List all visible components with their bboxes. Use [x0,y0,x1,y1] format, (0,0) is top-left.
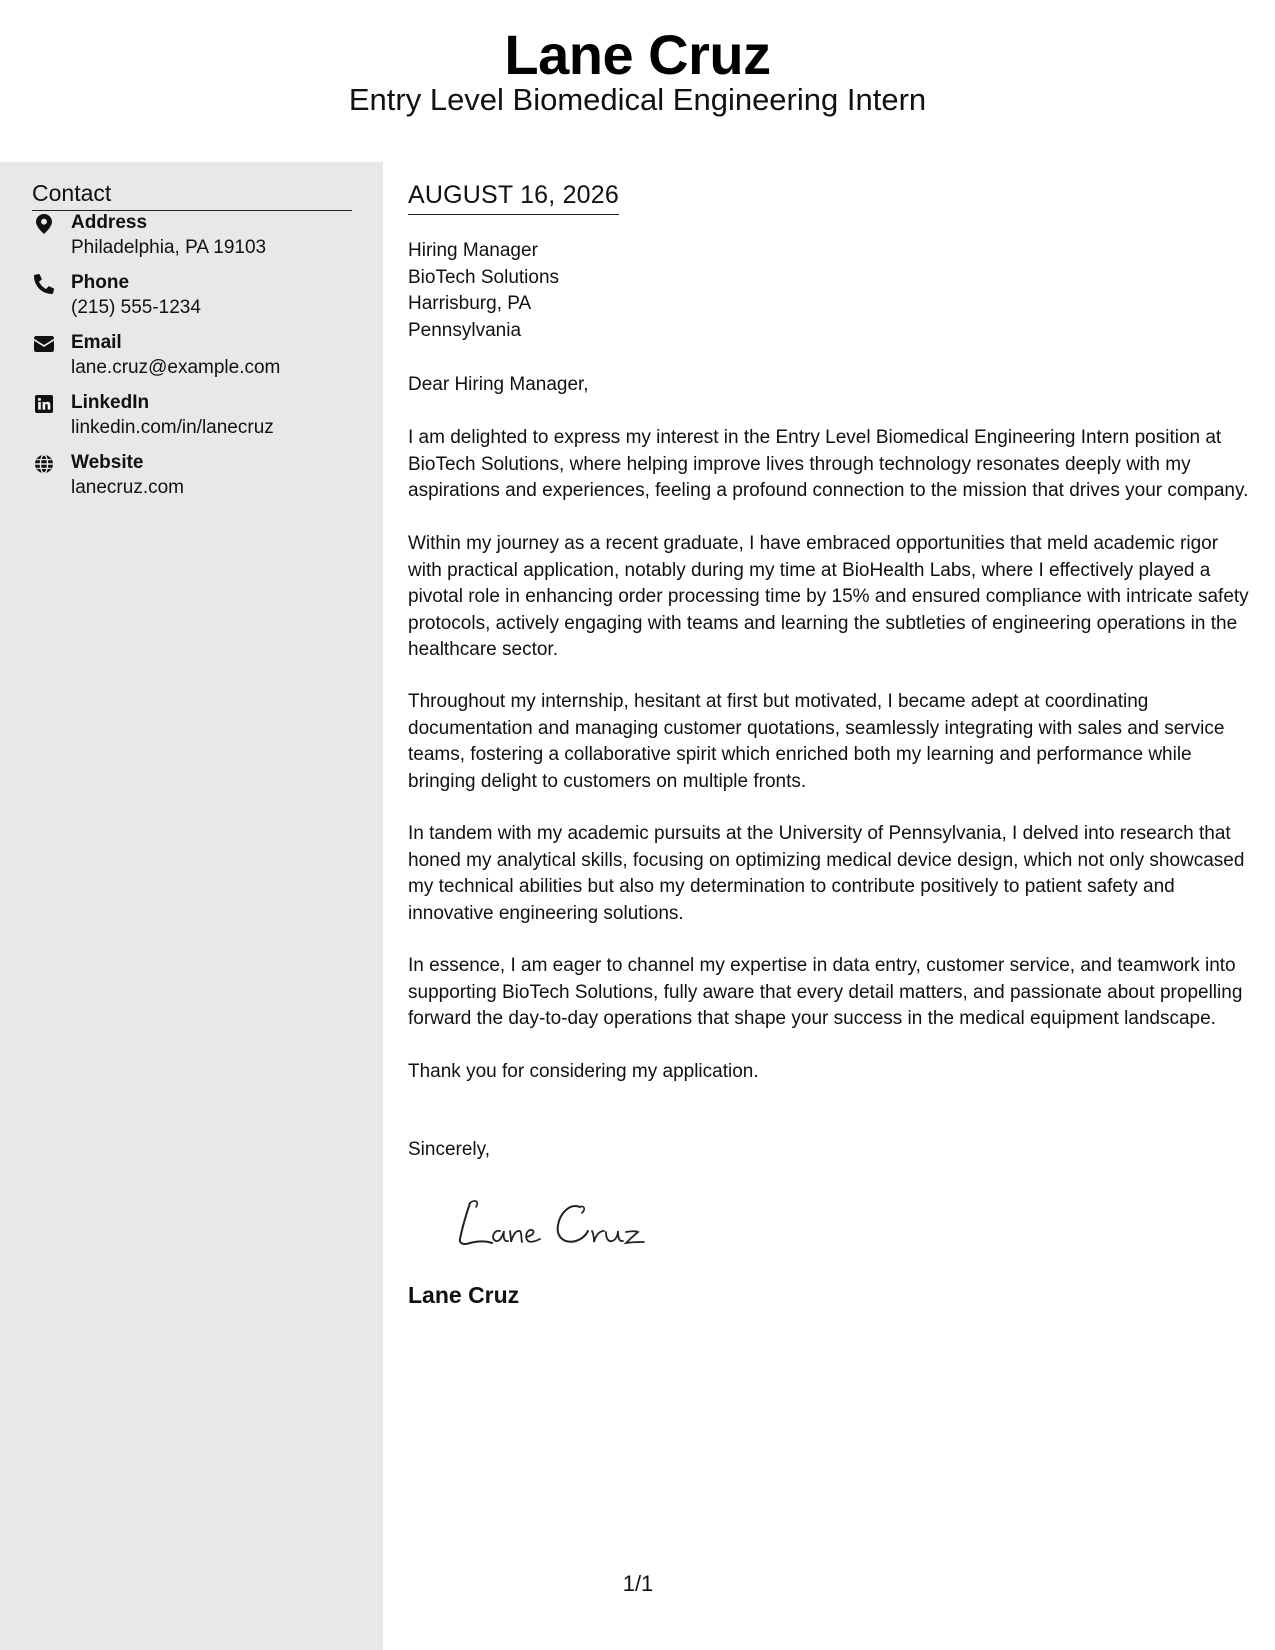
contact-website [32,450,362,506]
contact-phone [32,270,362,326]
map-pin-icon [32,212,56,236]
page-number: 1/1 [622,1571,654,1596]
contact-heading: Contact [32,178,352,211]
contact-linkedin [32,390,362,446]
phone-icon [32,272,56,296]
candidate-name: Lane Cruz [504,23,771,86]
contact-label: Phone [71,272,130,293]
contact-address [32,210,362,266]
contact-value: lane.cruz@example.com [71,357,281,378]
paragraph: In essence, I am eager to channel my expertise in data entry, customer service, and teamwork into supporting BioTech Solutions, fully aware that every detail matters, and passionate about propelling forward the day-to-day operations that shape your success in the medical equipment landscape. [408,955,1243,1029]
header [0,0,1275,162]
paragraph: Throughout my internship, hesitant at first but motivated, I became adept at coordinating documentation and managing customer quotations, seamlessly integrating with sales and service teams, fostering a collaborative spirit which enriched both my learning and performance while bringing delight to customers on multiple fronts. [408,691,1225,792]
letter-date: AUGUST 16, 2026 [408,179,619,215]
contact-label: Website [71,452,144,473]
salutation: Dear Hiring Manager, [408,374,589,395]
recipient-line: Pennsylvania [408,319,522,341]
globe-icon [32,452,56,476]
paragraph: Thank you for considering my application. [408,1061,759,1082]
linkedin-icon [32,392,56,416]
contact-label: Address [71,212,148,233]
contact-value: lanecruz.com [71,477,184,498]
contact-value: linkedin.com/in/lanecruz [71,417,274,438]
letter-body [408,162,1253,1650]
signer-name: Lane Cruz [408,1282,520,1308]
recipient-line: Hiring Manager [408,240,538,261]
contact-value: Philadelphia, PA 19103 [71,237,267,258]
paragraph: I am delighted to express my interest in the Entry Level Biomedical Engineering Intern position at BioTech Solutions, where helping improve lives through technology resonates deeply with my aspirations and experiences, feeling a profound connection to the mission that drives your company. [408,427,1249,501]
recipient-block [408,238,559,344]
contact-email [32,330,362,386]
paragraph: In tandem with my academic pursuits at the University of Pennsylvania, I delved into research that honed my analytical skills, focusing on optimizing medical device design, which not only showcased my technical abilities but also my determination to contribute positively to patient safety and innovative engineering solutions. [408,823,1245,924]
contact-sidebar [0,162,383,1650]
job-title: Entry Level Biomedical Engineering Intern [348,82,927,117]
contact-label: Email [71,332,122,353]
handwritten-signature [456,1195,676,1255]
envelope-icon [32,332,56,356]
paragraph: Within my journey as a recent graduate, I have embraced opportunities that meld academic rigor with practical application, notably during my time at BioHealth Labs, where I effectively played a pivotal role in enhancing order processing time by 15% and ensured compliance with intricate safety protocols, actively engaging with teams and learning the subtleties of engineering operations in the healthcare sector. [408,533,1249,660]
recipient-line: Harrisburg, PA [408,293,532,314]
contact-label: LinkedIn [71,392,150,413]
contact-value: (215) 555-1234 [71,297,201,318]
recipient-line: BioTech Solutions [408,266,560,288]
signoff: Sincerely, [408,1139,491,1160]
